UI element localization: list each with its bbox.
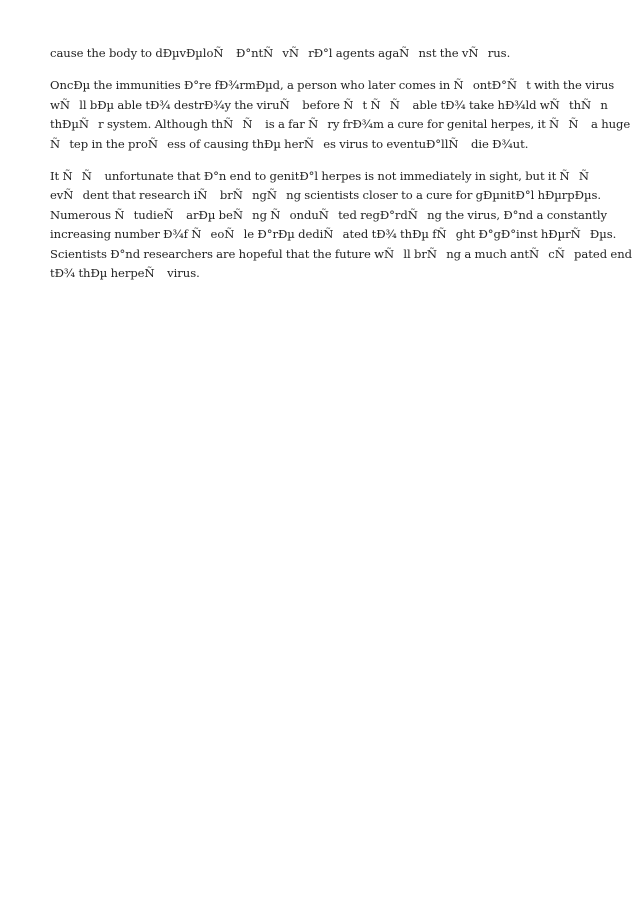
text-line: increasing number Ð¾f ÑeoÑle Ð°rÐµ dediÑated tÐ¾ thÐµ fÑght Ð°gÐ°inst hÐµrÑÐµs. bbox=[50, 227, 617, 241]
text-line: Numerous ÑtudieÑ arÐµ beÑng ÑonduÑted regÐ°rdÑng the virus, Ð°nd a constantly bbox=[50, 207, 608, 222]
paragraph-2 bbox=[50, 76, 631, 154]
text-line: It ÑÑ unfortunate that Ð°n end to genitÐ°l herpes is not immediately in sight, but it ÑÑ bbox=[50, 168, 599, 183]
paragraph-1 bbox=[50, 44, 595, 64]
text-line: thÐµÑr system. Although thÑÑ is a far Ñry frÐ¾m a cure for genital herpes, it ÑÑ a huge bbox=[50, 117, 631, 131]
text-line: tÐ¾ thÐµ herpeÑ virus. bbox=[50, 266, 200, 280]
text-line: wÑll bÐµ able tÐ¾ destrÐ¾y the viruÑ before Ñt ÑÑ able tÐ¾ take hÐ¾ld wÑthÑn bbox=[50, 97, 608, 112]
text-line: OncÐµ the immunities Ð°re fÐ¾rmÐµd, a person who later comes in ÑontÐ°Ñt with the virus bbox=[50, 78, 615, 92]
text-line: Scientists Ð°nd researchers are hopeful that the future wÑll brÑng a much antÑcÑpated end bbox=[50, 246, 633, 261]
text-line: cause the body to dÐµvÐµloÑ Ð°ntÑvÑrÐ°l agents agaÑnst the vÑrus. bbox=[50, 46, 511, 60]
text-line: evÑdent that research iÑ brÑngÑng scientists closer to a cure for gÐµnitÐ°l hÐµrpÐµs. bbox=[50, 188, 601, 202]
text-line: Ñtep in the proÑess of causing thÐµ herÑes virus to eventuÐ°llÑ die Ð¾ut. bbox=[50, 136, 529, 151]
document-body bbox=[50, 44, 633, 296]
paragraph-3 bbox=[50, 167, 633, 284]
